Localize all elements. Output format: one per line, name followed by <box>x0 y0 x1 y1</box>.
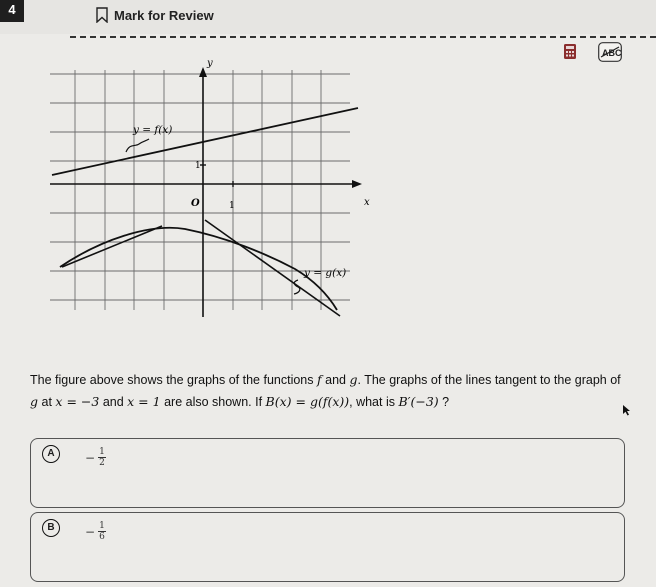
svg-text:ABC: ABC <box>602 48 622 58</box>
bookmark-icon <box>96 7 108 23</box>
tangent-line-x-minus-3 <box>62 226 162 267</box>
choice-b-value: − $\frac{1}{6}$ <box>85 521 105 542</box>
x-axis-label: x <box>364 197 370 208</box>
x-tick-label: 1 <box>229 201 235 211</box>
x-equals-1: x = 1 <box>127 394 161 409</box>
header-divider <box>70 36 656 38</box>
question-text: The figure above shows the graphs of the functions f and g. The graphs of the lines tangent to the graph of g at x = −3 and x = 1 are also shown. If B(x) = g(f(x)), what is B′(−3) ? <box>30 372 621 409</box>
b-definition: B(x) = g(f(x)) <box>265 394 350 409</box>
mark-for-review-button[interactable] <box>96 5 214 25</box>
mark-for-review-label: Mark for Review <box>114 7 214 23</box>
function-graph <box>40 55 385 330</box>
choice-a-value: − $\frac{1}{2}$ <box>85 447 105 468</box>
answer-choice-b[interactable] <box>30 512 625 582</box>
g-label: y = g(x) <box>304 267 347 279</box>
g-curve <box>60 228 337 310</box>
x-axis-arrow <box>352 180 362 188</box>
y-axis-arrow <box>199 67 207 77</box>
b-prime-value: B′(−3) <box>398 394 439 409</box>
choice-letter-a: A <box>42 445 60 463</box>
question-number: 4 <box>0 0 24 22</box>
origin-label: O <box>191 198 200 209</box>
calculator-icon[interactable] <box>563 43 577 60</box>
x-equals-minus-3: x = −3 <box>55 394 100 409</box>
mouse-cursor-icon <box>622 404 631 416</box>
strikethrough-icon[interactable] <box>598 42 622 62</box>
y-axis-label: y <box>207 58 213 69</box>
answer-choice-a[interactable] <box>30 438 625 508</box>
f-label: y = f(x) <box>133 124 173 136</box>
y-tick-label: 1 <box>195 161 201 171</box>
choice-letter-b: B <box>42 519 60 537</box>
